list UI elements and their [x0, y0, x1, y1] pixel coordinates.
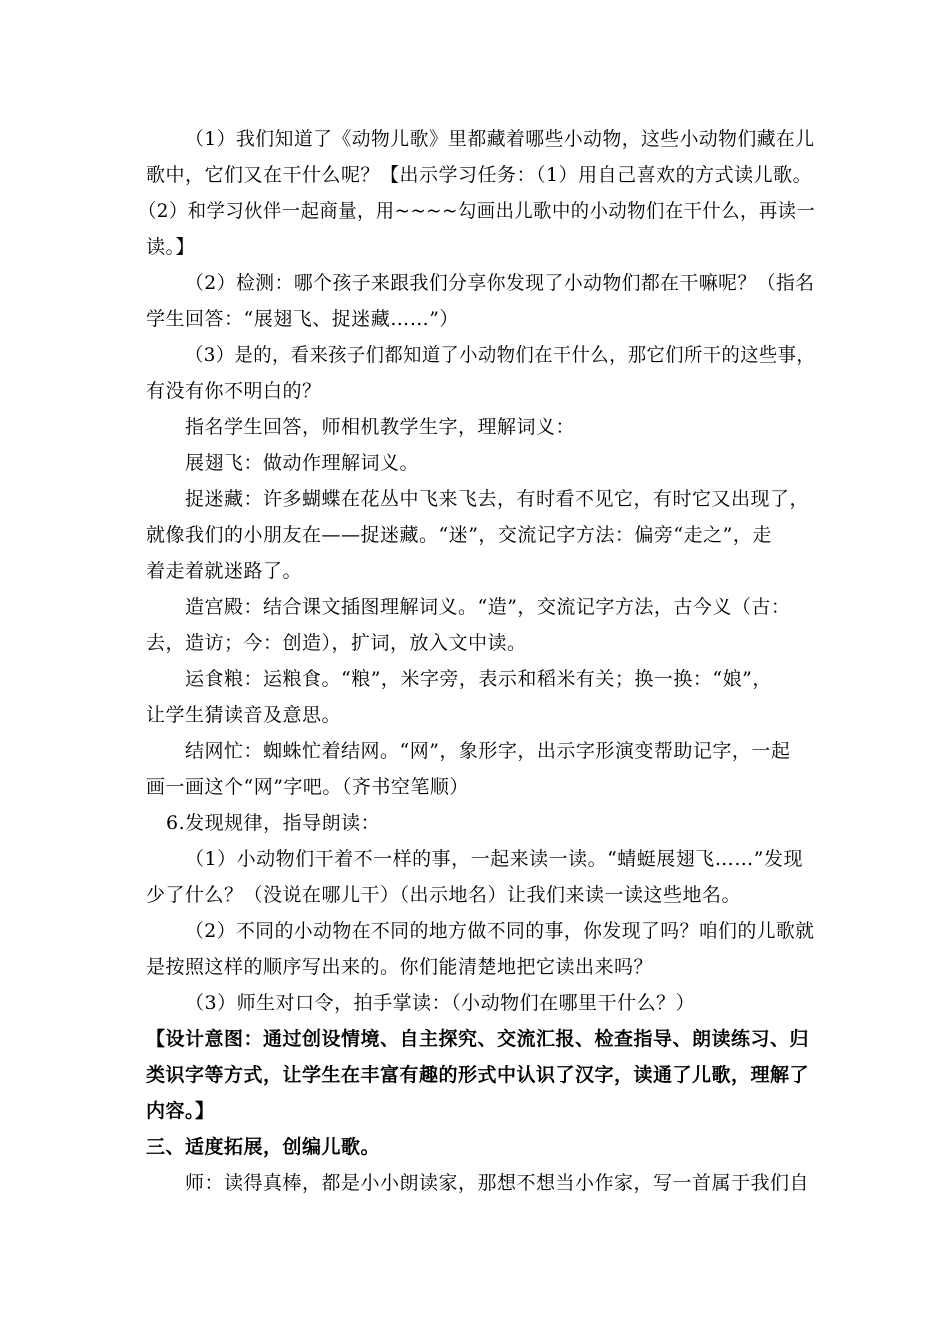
paragraph-line: （2）检测：哪个孩子来跟我们分享你发现了小动物们都在干嘛呢？（指名: [185, 272, 815, 294]
paragraph-line: 捉迷藏：许多蝴蝶在花丛中飞来飞去，有时看不见它，有时它又出现了，: [185, 488, 810, 510]
section-item-heading: 6.发现规律，指导朗读：: [166, 812, 381, 834]
paragraph-line: 就像我们的小朋友在——捉迷藏。“迷”，交流记字方法：偏旁“走之”，走: [146, 524, 772, 546]
paragraph-line: 师：读得真棒，都是小小朗读家，那想不想当小作家，写一首属于我们自: [185, 1172, 810, 1194]
section-heading: 三、适度拓展，创编儿歌。: [146, 1136, 381, 1158]
paragraph-line: （3）师生对口令，拍手掌读：（小动物们在哪里干什么？）: [185, 992, 696, 1014]
design-intent-line: 内容。】: [146, 1100, 215, 1122]
paragraph-line: 少了什么？（没说在哪儿干）（出示地名）让我们来读一读这些地名。: [146, 884, 742, 906]
paragraph-line: （3）是的，看来孩子们都知道了小动物们在干什么，那它们所干的这些事，: [185, 344, 816, 366]
paragraph-line: 有没有你不明白的？: [146, 380, 322, 402]
paragraph-line: 指名学生回答，师相机教学生字，理解词义：: [185, 416, 576, 438]
paragraph-line: 结网忙：蜘蛛忙着结网。“网”，象形字，出示字形演变帮助记字，一起: [185, 740, 791, 762]
paragraph-line: （2）和学习伙伴一起商量，用~~~~勾画出儿歌中的小动物们在干什么，再读一: [138, 200, 816, 222]
paragraph-line: 歌中，它们又在干什么呢？【出示学习任务：（1）用自己喜欢的方式读儿歌。: [146, 164, 813, 186]
paragraph-line: 学生回答：“展翅飞、捉迷藏……”）: [146, 308, 459, 330]
paragraph-line: 运食粮：运粮食。“粮”，米字旁，表示和稻米有关；换一换：“娘”，: [185, 668, 772, 690]
paragraph-line: 着走着就迷路了。: [146, 560, 303, 582]
paragraph-line: 造宫殿：结合课文插图理解词义。“造”，交流记字方法，古今义（古：: [185, 596, 791, 618]
paragraph-line: 让学生猜读音及意思。: [146, 704, 342, 726]
paragraph-line: 是按照这样的顺序写出来的。你们能清楚地把它读出来吗？: [146, 956, 654, 978]
paragraph-line: 画一画这个“网”字吧。（齐书空笔顺）: [146, 776, 469, 798]
design-intent-line: 类识字等方式，让学生在丰富有趣的形式中认识了汉字，读通了儿歌，理解了: [146, 1064, 810, 1086]
paragraph-line: （1）我们知道了《动物儿歌》里都藏着哪些小动物，这些小动物们藏在儿: [185, 128, 815, 150]
design-intent-line: 【设计意图：通过创设情境、自主探究、交流汇报、检查指导、朗读练习、归: [146, 1028, 810, 1050]
paragraph-line: （2）不同的小动物在不同的地方做不同的事，你发现了吗？咱们的儿歌就: [185, 920, 815, 942]
paragraph-line: 展翅飞：做动作理解词义。: [185, 452, 420, 474]
paragraph-line: 去，造访；今：创造），扩词，放入文中读。: [146, 632, 527, 654]
paragraph-line: （1）小动物们干着不一样的事，一起来读一读。“蜻蜓展翅飞……”发现: [185, 848, 804, 870]
paragraph-line: 读。】: [146, 236, 196, 258]
